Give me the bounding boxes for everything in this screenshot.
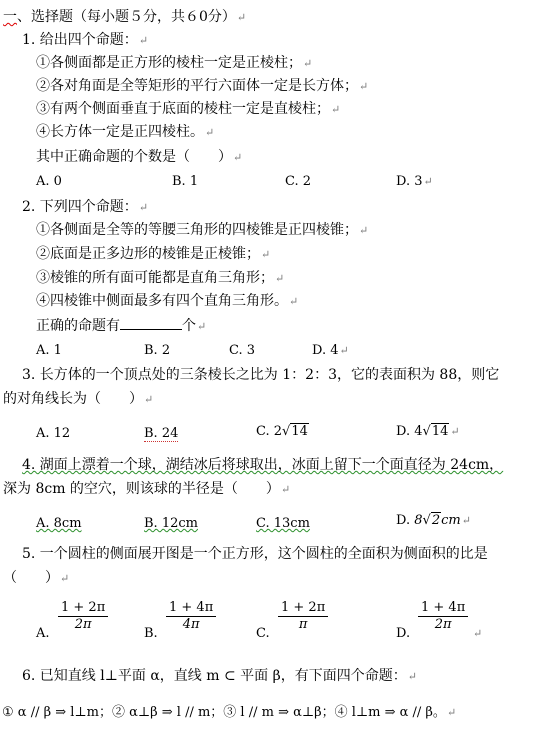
section-heading: 、选择题（每小题５分，共６0分） <box>17 9 236 25</box>
q5-option-a-fraction: $\frac{1 + 2\pi}{2\pi}$ <box>58 600 108 633</box>
q1-option-c[interactable]: C. 2 <box>285 174 312 189</box>
sqrt-expression: 4√14 <box>414 424 449 439</box>
q3-line-2: 的对角线长为（ ）↵ <box>3 391 154 407</box>
q5-option-d-fraction: $\frac{1 + 4\pi}{2\pi}$ <box>418 600 468 633</box>
q2-question: 正确的命题有 个↵ <box>36 318 207 334</box>
q5-option-c-label[interactable]: C. <box>256 626 270 641</box>
q6-propositions: ① α // β ⇒ l⊥m；② α⊥β ⇒ l // m；③ l // m ⇒ α⊥β；④ l⊥m ⇒ α // β。↵ <box>2 705 457 720</box>
q2-option-a[interactable]: A. 1 <box>36 343 62 358</box>
q4-line-2: 深为 8cm 的空穴，则该球的半径是（ ）↵ <box>3 481 291 497</box>
q1-item-2: ②各对角面是全等矩形的平行六面体一定是长方体；↵ <box>36 78 369 94</box>
q1-option-a[interactable]: A. 0 <box>36 174 62 189</box>
q1-item-4: ④长方体一定是正四棱柱。↵ <box>36 124 215 140</box>
q1-option-b[interactable]: B. 1 <box>172 174 199 189</box>
q1-option-d[interactable]: D. 3↵ <box>396 174 433 189</box>
q2-item-4: ④四棱锥中侧面最多有四个直角三角形。↵ <box>36 293 299 309</box>
sqrt-expression: 8√2cm <box>414 513 461 528</box>
return-mark-icon: ↵ <box>236 11 247 24</box>
q2-option-c[interactable]: C. 3 <box>229 343 256 358</box>
q2-item-3: ③棱锥的所有面可能都是直角三角形；↵ <box>36 270 285 286</box>
section-prefix: 一 <box>3 9 17 25</box>
q6-line: 6. 已知直线 l⊥平面 α，直线 m ⊂ 平面 β，有下面四个命题：↵ <box>22 668 417 684</box>
answer-blank[interactable] <box>120 317 182 330</box>
q4-option-d[interactable]: D. 8√2cm↵ <box>396 513 471 528</box>
return-mark-icon: ↵ <box>473 627 483 640</box>
q5-option-b-fraction: $\frac{1 + 4\pi}{4\pi}$ <box>166 600 216 633</box>
q5-line-2: （ ）↵ <box>3 570 70 586</box>
q5-option-b-label[interactable]: B. <box>144 626 158 641</box>
q1-item-3: ③有两个侧面垂直于底面的棱柱一定是直棱柱；↵ <box>36 101 341 117</box>
q3-option-a[interactable]: A. 12 <box>36 426 71 441</box>
q2-option-d[interactable]: D. 4↵ <box>312 343 349 358</box>
q2-option-b[interactable]: B. 2 <box>144 343 171 358</box>
q5-option-c-fraction: $\frac{1 + 2\pi}{\pi}$ <box>278 600 328 633</box>
q3-option-d[interactable]: D. 4√14 ↵ <box>396 424 460 439</box>
sqrt-expression: 2√14 <box>273 424 308 439</box>
q2-item-1: ①各侧面是全等的等腰三角形的四棱锥是正四棱锥；↵ <box>36 222 369 238</box>
q5-option-d-label[interactable]: D. <box>396 626 411 641</box>
q1-question: 其中正确命题的个数是（ ）↵ <box>36 149 243 165</box>
q2-item-2: ②底面是正多边形的棱锥是正棱锥；↵ <box>36 246 271 262</box>
q2-stem: 2. 下列四个命题：↵ <box>22 199 149 215</box>
q3-option-c[interactable]: C. 2√14 <box>256 424 308 439</box>
q4-option-c[interactable]: C. 13cm <box>256 516 310 531</box>
q5-option-a-label[interactable]: A. <box>36 626 50 641</box>
q4-line-1: 4. 湖面上漂着一个球，湖结冰后将球取出，冰面上留下一个面直径为 24cm， <box>22 457 504 473</box>
q5-line-1: 5. 一个圆柱的侧面展开图是一个正方形，这个圆柱的全面积为侧面积的比是 <box>22 546 488 562</box>
q3-line-1: 3. 长方体的一个顶点处的三条棱长之比为 1：2：3，它的表面积为 88，则它 <box>22 367 500 383</box>
q4-option-b[interactable]: B. 12cm <box>144 516 198 531</box>
q4-option-a[interactable]: A. 8cm <box>36 516 82 531</box>
q3-option-b[interactable]: B. 24 <box>144 426 179 441</box>
q1-item-1: ①各侧面都是正方形的棱柱一定是正棱柱；↵ <box>36 55 313 71</box>
q1-stem: 1. 给出四个命题：↵ <box>22 32 149 48</box>
section-title <box>3 8 246 27</box>
